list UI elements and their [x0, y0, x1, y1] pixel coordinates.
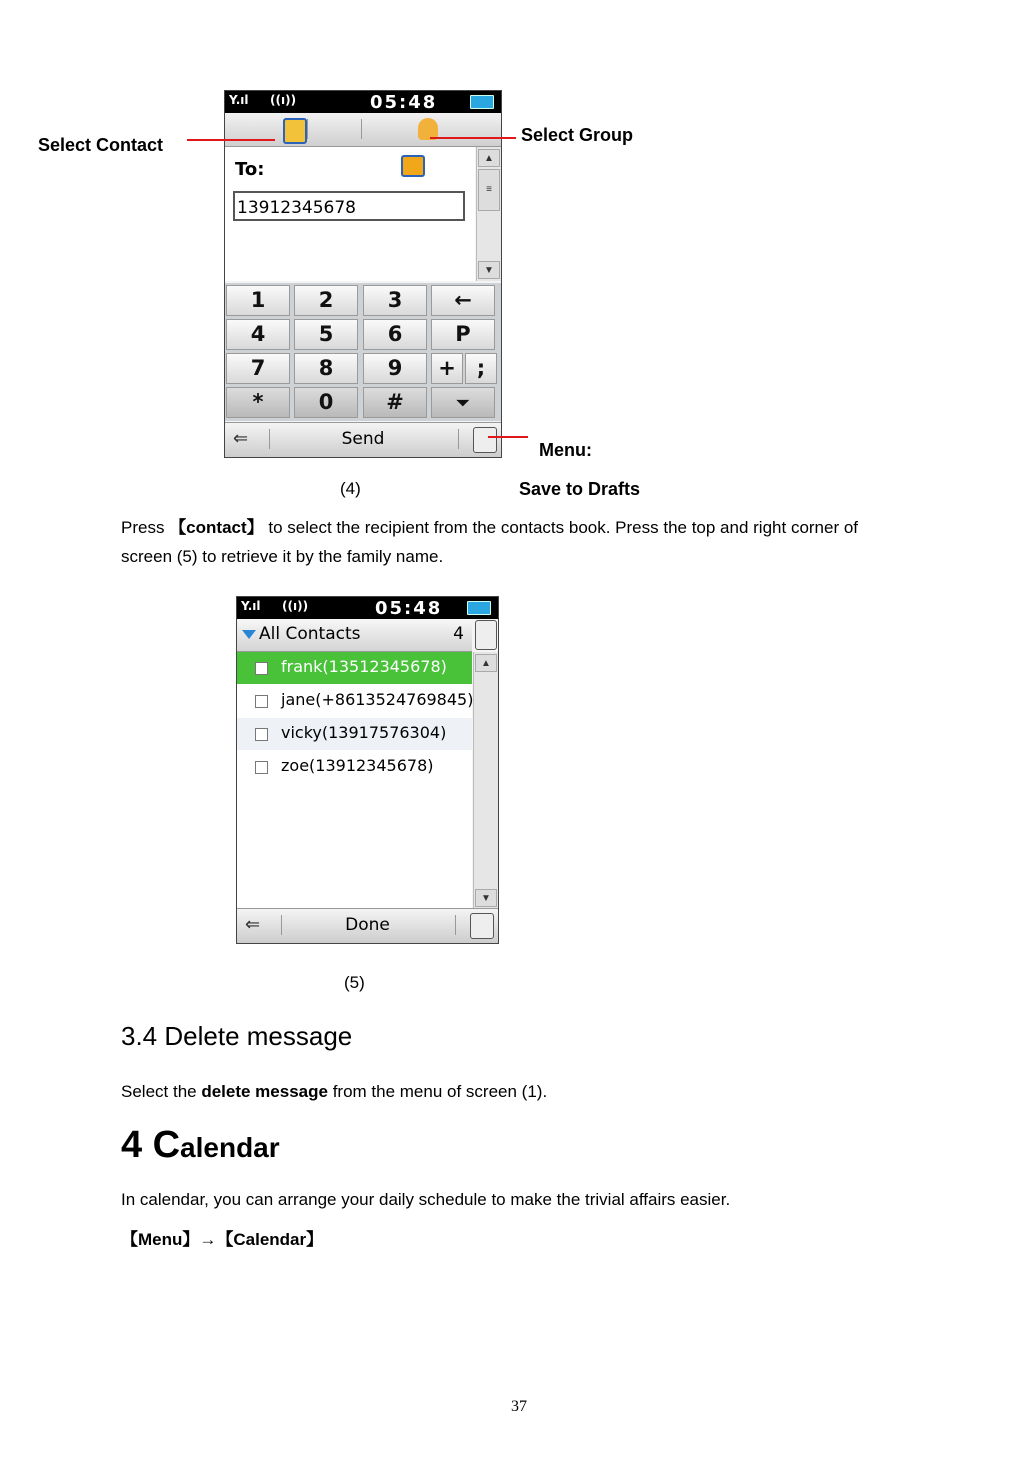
back-arrow-icon[interactable]: ⇐	[245, 914, 261, 934]
scrollbar[interactable]	[473, 652, 498, 909]
list-item[interactable]	[237, 652, 472, 684]
recipient-tab-bar	[225, 113, 501, 147]
figure-caption-4: (4)	[340, 479, 361, 498]
scrollbar[interactable]	[476, 147, 501, 281]
soft-key-bar	[225, 422, 501, 457]
back-arrow-icon[interactable]: ⇐	[233, 428, 249, 448]
save-to-drafts-callout: Save to Drafts	[519, 479, 641, 499]
key-1[interactable]: 1	[226, 285, 290, 316]
checkbox[interactable]	[255, 728, 268, 741]
menu-callout: Menu:	[539, 440, 592, 460]
list-item[interactable]	[237, 718, 472, 750]
contact-name: jane(+8613524769845)	[281, 690, 474, 709]
key-0[interactable]: 0	[294, 387, 358, 418]
delete-message-paragraph	[121, 1077, 547, 1106]
figure-caption-5: (5)	[344, 973, 365, 992]
status-time: 05:48	[375, 598, 443, 619]
recipient-input[interactable]: 13912345678	[233, 191, 465, 221]
list-item[interactable]	[237, 685, 472, 717]
checkbox[interactable]	[255, 695, 268, 708]
status-time: 05:48	[370, 92, 438, 113]
para-text: to select the recipient from the contacts book. Press the top and right corner of screen (5) to retrieve it by the family name.	[121, 518, 859, 566]
scroll-thumb[interactable]: ≡	[478, 169, 500, 211]
signal-icon: Y.ıl	[241, 599, 261, 613]
contact-name: vicky(13917576304)	[281, 723, 447, 742]
chapter-heading	[121, 1124, 280, 1167]
checkbox[interactable]	[255, 662, 268, 675]
envelope-icon	[401, 155, 425, 177]
key-2[interactable]: 2	[294, 285, 358, 316]
phone-screen-compose	[224, 90, 502, 458]
to-label: To:	[235, 159, 265, 180]
done-button[interactable]: Done	[345, 915, 390, 935]
key-8[interactable]: 8	[294, 353, 358, 384]
contact-key-label: 【contact】	[169, 518, 264, 537]
dropdown-triangle-icon	[242, 630, 256, 639]
para-text: Select the	[121, 1082, 202, 1101]
key-5[interactable]: 5	[294, 319, 358, 350]
key-7[interactable]: 7	[226, 353, 290, 384]
menu-line	[488, 436, 528, 438]
scroll-down-icon[interactable]: ▼	[478, 261, 500, 279]
key-semicolon[interactable]: ;	[465, 353, 497, 384]
chapter-number: 4	[121, 1124, 143, 1166]
scroll-down-icon[interactable]: ▼	[475, 889, 497, 907]
contacts-filter-dropdown[interactable]	[237, 619, 472, 652]
select-contact-line	[187, 139, 275, 141]
calendar-menu-path: 【Menu】→【Calendar】	[121, 1230, 324, 1249]
contact-instruction-paragraph	[121, 513, 901, 571]
select-contact-callout: Select Contact	[38, 135, 164, 155]
key-3[interactable]: 3	[363, 285, 427, 316]
section-heading: 3.4 Delete message	[121, 1021, 353, 1051]
soft-key-bar	[237, 908, 498, 943]
menu-icon[interactable]	[473, 427, 497, 453]
dial-keypad	[225, 283, 501, 421]
recipient-area	[225, 147, 475, 281]
contacts-list	[237, 652, 472, 909]
key-4[interactable]: 4	[226, 319, 290, 350]
page-number: 37	[511, 1398, 527, 1415]
battery-icon	[470, 95, 494, 109]
key-hash[interactable]: #	[363, 387, 427, 418]
battery-icon	[467, 601, 491, 615]
antenna-icon: ((ı))	[270, 93, 297, 107]
key-6[interactable]: 6	[363, 319, 427, 350]
scroll-up-icon[interactable]: ▲	[478, 149, 500, 167]
phone-screen-contacts	[236, 596, 499, 944]
search-by-name-icon[interactable]	[475, 620, 497, 650]
hide-keypad-key[interactable]: ⏷	[431, 387, 495, 418]
menu-icon[interactable]	[470, 913, 494, 939]
contacts-count: 4	[453, 624, 464, 644]
scroll-up-icon[interactable]: ▲	[475, 654, 497, 672]
chapter-initial: C	[152, 1124, 181, 1166]
status-bar	[237, 597, 498, 619]
para-text: Press	[121, 518, 170, 537]
softbar-separator	[458, 429, 459, 449]
chapter-title-rest: alendar	[180, 1132, 280, 1163]
send-button[interactable]: Send	[341, 429, 385, 449]
contacts-filter-label: All Contacts	[259, 624, 361, 644]
key-p[interactable]: P	[431, 319, 495, 350]
key-star[interactable]: *	[226, 387, 290, 418]
contact-name: frank(13512345678)	[281, 657, 447, 676]
para-text: from the menu of screen (1).	[327, 1082, 548, 1101]
softbar-separator	[455, 915, 456, 935]
calendar-intro: In calendar, you can arrange your daily schedule to make the trivial affairs easier.	[121, 1190, 731, 1209]
delete-message-term: delete message	[201, 1082, 328, 1101]
select-contact-icon[interactable]	[283, 118, 307, 144]
key-9[interactable]: 9	[363, 353, 427, 384]
checkbox[interactable]	[255, 761, 268, 774]
list-item[interactable]	[237, 751, 472, 783]
signal-icon: Y.ıl	[229, 93, 249, 107]
select-group-callout: Select Group	[521, 125, 634, 145]
tab-separator	[361, 119, 362, 139]
status-bar	[225, 91, 501, 113]
tab-separator	[307, 119, 308, 139]
select-group-line	[430, 137, 516, 139]
contact-name: zoe(13912345678)	[281, 756, 434, 775]
key-plus[interactable]: +	[431, 353, 463, 384]
backspace-key[interactable]: ←	[431, 285, 495, 316]
antenna-icon: ((ı))	[282, 599, 309, 613]
